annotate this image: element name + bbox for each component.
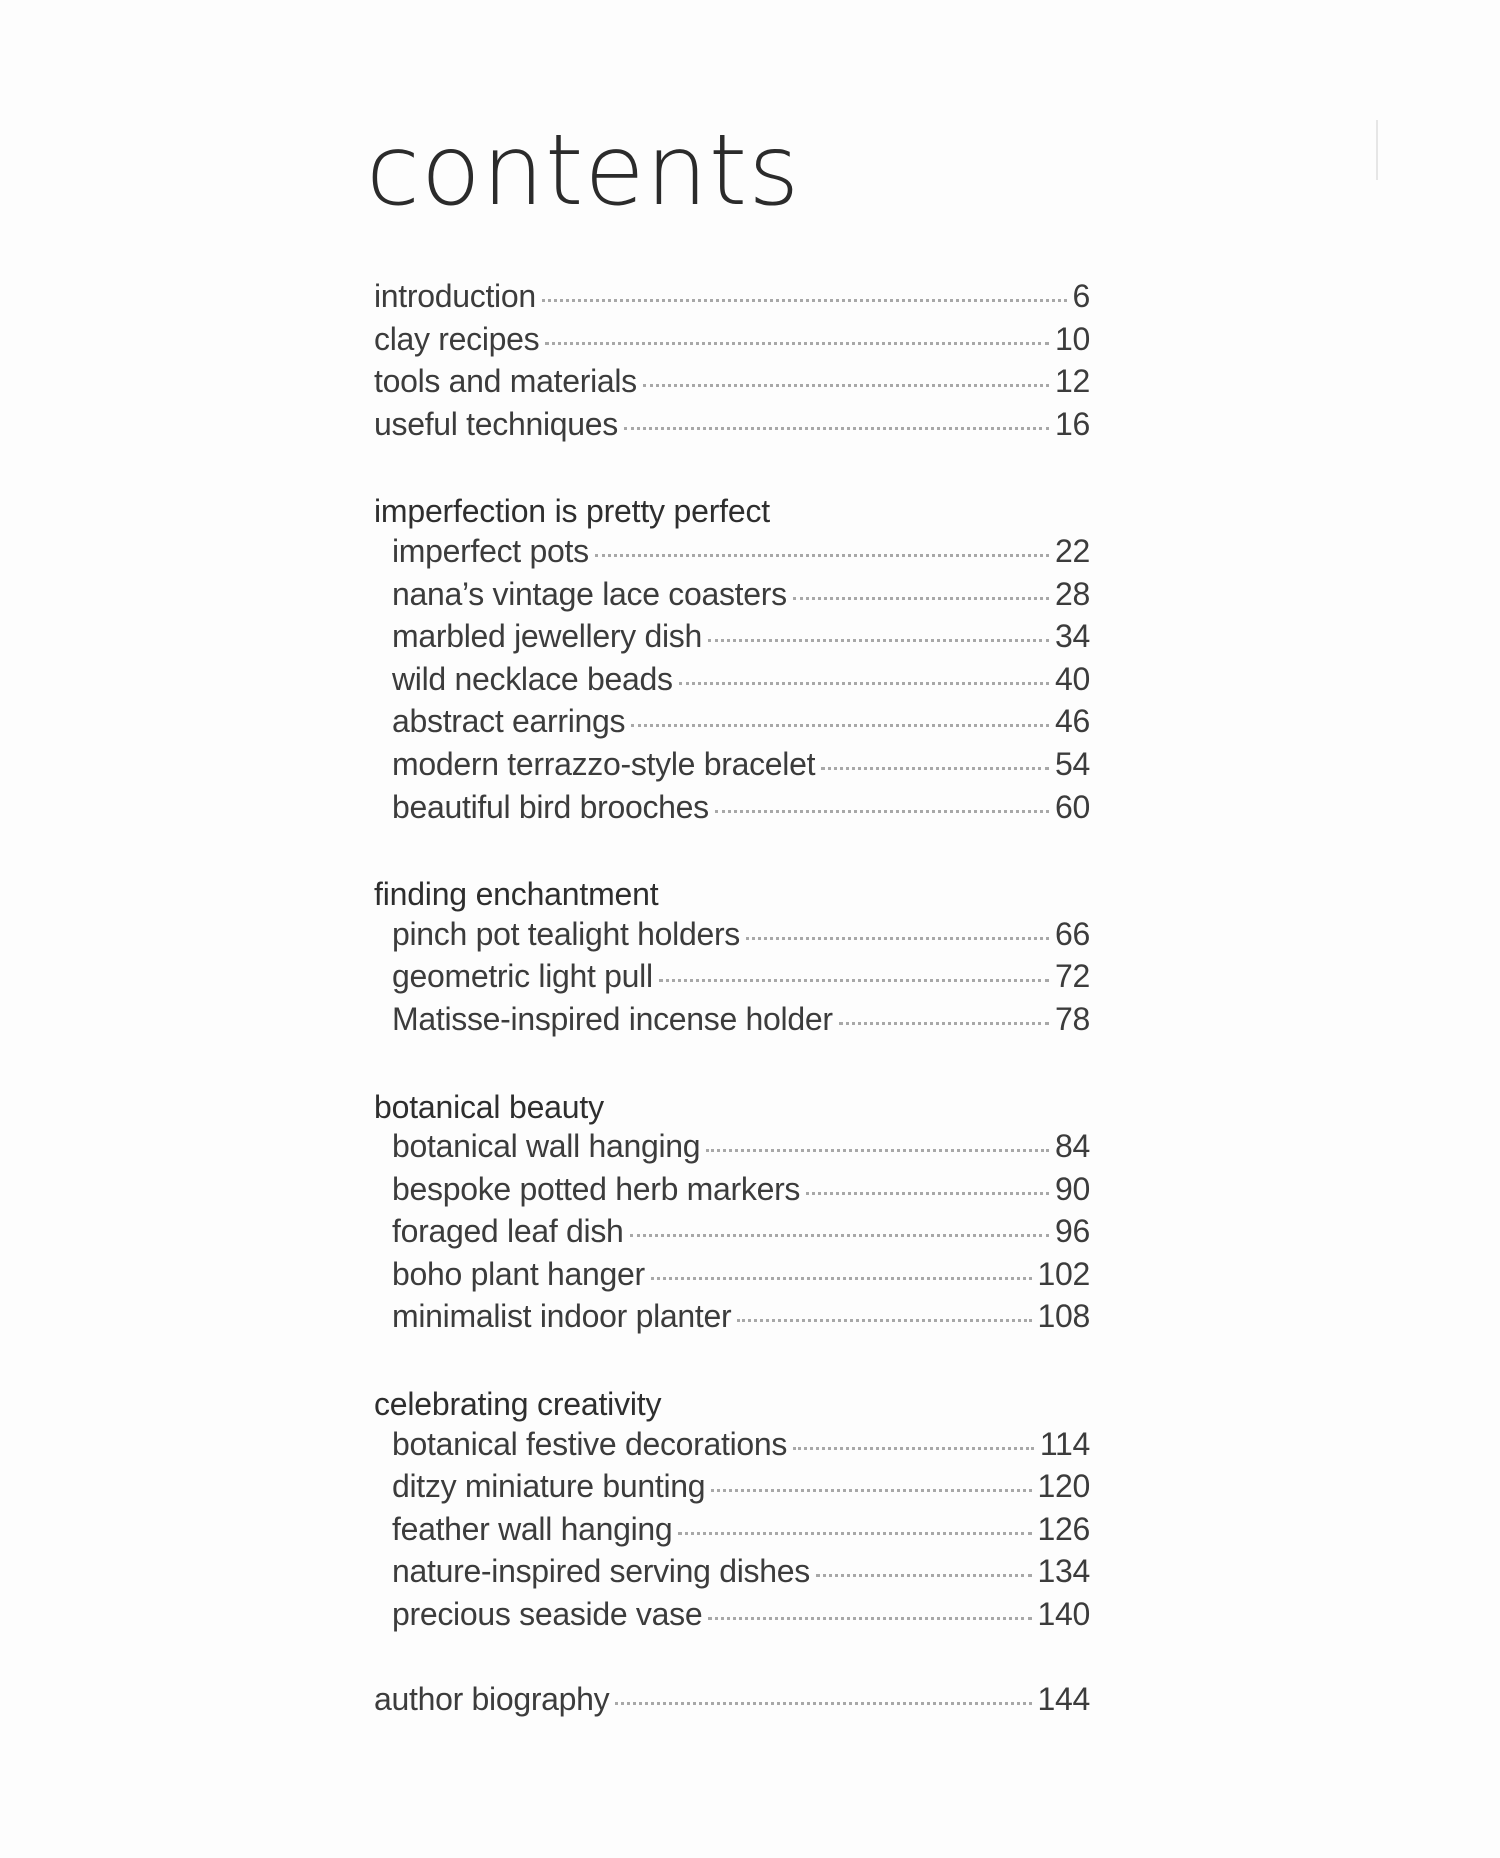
toc-entry-label: wild necklace beads bbox=[392, 660, 673, 697]
dot-leader bbox=[737, 1319, 1031, 1322]
toc-entry-page-number: 46 bbox=[1055, 703, 1090, 740]
toc-entry[interactable] bbox=[374, 1681, 1090, 1724]
dot-leader bbox=[631, 724, 1049, 727]
toc-entry-page-number: 120 bbox=[1037, 1468, 1090, 1505]
toc-entry-page-number: 28 bbox=[1055, 575, 1090, 612]
dot-leader bbox=[659, 979, 1049, 982]
toc-entry-label: ditzy miniature bunting bbox=[392, 1468, 706, 1505]
toc-entry-page-number: 6 bbox=[1072, 278, 1090, 314]
toc-entry[interactable] bbox=[374, 1596, 1090, 1639]
toc-entry-label: geometric light pull bbox=[392, 958, 653, 995]
toc-entry-page-number: 10 bbox=[1055, 320, 1090, 357]
page-title: contents bbox=[366, 114, 801, 228]
toc-entry-label: foraged leaf dish bbox=[392, 1213, 624, 1250]
toc-entry[interactable] bbox=[374, 1001, 1090, 1044]
toc-entry-page-number: 114 bbox=[1039, 1425, 1090, 1462]
dot-leader bbox=[624, 427, 1049, 430]
toc-entry[interactable] bbox=[374, 1213, 1090, 1256]
section-heading: celebrating creativity bbox=[374, 1386, 662, 1423]
toc-entry[interactable] bbox=[374, 1256, 1090, 1299]
toc-entry[interactable] bbox=[374, 406, 1090, 449]
toc-entry-page-number: 54 bbox=[1055, 745, 1090, 782]
dot-leader bbox=[839, 1022, 1049, 1025]
toc-entry-label: pinch pot tealight holders bbox=[392, 915, 740, 952]
dot-leader bbox=[679, 682, 1049, 685]
toc-entry-page-number: 60 bbox=[1055, 788, 1090, 825]
toc-entry[interactable] bbox=[374, 321, 1090, 364]
toc-entry-label: author biography bbox=[374, 1680, 610, 1717]
dot-leader bbox=[678, 1532, 1031, 1535]
dot-leader bbox=[706, 1149, 1049, 1152]
toc-entry[interactable] bbox=[374, 618, 1090, 661]
dot-leader bbox=[708, 639, 1049, 642]
dot-leader bbox=[651, 1277, 1032, 1280]
toc-entry-label: abstract earrings bbox=[392, 703, 626, 740]
toc-entry-page-number: 34 bbox=[1055, 618, 1090, 655]
toc-entry-label: tools and materials bbox=[374, 363, 637, 400]
toc-section bbox=[374, 490, 1090, 831]
section-heading: imperfection is pretty perfect bbox=[374, 493, 770, 530]
dot-leader bbox=[630, 1234, 1049, 1237]
dot-leader bbox=[746, 937, 1049, 940]
toc-entry-label: introduction bbox=[374, 278, 536, 314]
toc-entry[interactable] bbox=[374, 363, 1090, 406]
toc-entry[interactable] bbox=[374, 661, 1090, 704]
toc-entry-label: marbled jewellery dish bbox=[392, 618, 702, 655]
table-of-contents bbox=[374, 278, 1090, 1765]
toc-entry-page-number: 126 bbox=[1037, 1510, 1090, 1547]
toc-entry-page-number: 96 bbox=[1055, 1213, 1090, 1250]
toc-entry-label: nana’s vintage lace coasters bbox=[392, 575, 787, 612]
toc-entry[interactable] bbox=[374, 916, 1090, 959]
toc-section bbox=[374, 1086, 1090, 1342]
dot-leader bbox=[545, 342, 1049, 345]
toc-entry-label: clay recipes bbox=[374, 320, 540, 357]
dot-leader bbox=[542, 299, 1067, 302]
scan-edge-mark bbox=[1376, 120, 1378, 180]
dot-leader bbox=[615, 1702, 1031, 1705]
toc-entry-page-number: 144 bbox=[1037, 1680, 1090, 1717]
toc-entry-page-number: 78 bbox=[1055, 1000, 1090, 1037]
sections-container bbox=[374, 490, 1090, 1638]
toc-entry-page-number: 140 bbox=[1037, 1596, 1090, 1633]
toc-entry-label: beautiful bird brooches bbox=[392, 788, 709, 825]
toc-entry-page-number: 22 bbox=[1055, 532, 1090, 569]
toc-entry[interactable] bbox=[374, 1171, 1090, 1214]
toc-entry[interactable] bbox=[374, 1426, 1090, 1469]
toc-entry[interactable] bbox=[374, 1511, 1090, 1554]
toc-entry-label: botanical wall hanging bbox=[392, 1128, 701, 1165]
toc-section bbox=[374, 1383, 1090, 1639]
toc-entry-page-number: 40 bbox=[1055, 660, 1090, 697]
toc-entry[interactable] bbox=[374, 703, 1090, 746]
dot-leader bbox=[816, 1574, 1032, 1577]
dot-leader bbox=[821, 767, 1049, 770]
toc-entry-label: minimalist indoor planter bbox=[392, 1298, 732, 1335]
toc-entry-label: botanical festive decorations bbox=[392, 1425, 788, 1462]
dot-leader bbox=[793, 597, 1049, 600]
toc-entry[interactable] bbox=[374, 1553, 1090, 1596]
toc-entry[interactable] bbox=[374, 1298, 1090, 1341]
toc-entry[interactable] bbox=[374, 576, 1090, 619]
toc-entry-page-number: 84 bbox=[1055, 1128, 1090, 1165]
toc-entry-label: feather wall hanging bbox=[392, 1510, 673, 1547]
toc-entry-page-number: 134 bbox=[1037, 1553, 1090, 1590]
back-matter-group bbox=[374, 1681, 1090, 1724]
toc-entry-label: bespoke potted herb markers bbox=[392, 1170, 801, 1207]
dot-leader bbox=[711, 1489, 1031, 1492]
toc-entry[interactable] bbox=[374, 746, 1090, 789]
toc-entry-page-number: 16 bbox=[1055, 405, 1090, 442]
front-matter-group bbox=[374, 278, 1090, 448]
toc-entry[interactable] bbox=[374, 958, 1090, 1001]
toc-section bbox=[374, 873, 1090, 1043]
dot-leader bbox=[595, 554, 1049, 557]
toc-entry[interactable] bbox=[374, 789, 1090, 832]
dot-leader bbox=[793, 1447, 1034, 1450]
toc-entry-page-number: 108 bbox=[1037, 1298, 1090, 1335]
section-heading: finding enchantment bbox=[374, 876, 659, 913]
dot-leader bbox=[643, 384, 1049, 387]
toc-entry-label: precious seaside vase bbox=[392, 1596, 703, 1633]
toc-entry-label: imperfect pots bbox=[392, 532, 589, 569]
toc-entry-page-number: 72 bbox=[1055, 958, 1090, 995]
toc-entry-label: useful techniques bbox=[374, 405, 618, 442]
toc-entry[interactable] bbox=[374, 278, 1090, 321]
toc-entry-label: modern terrazzo-style bracelet bbox=[392, 745, 816, 782]
toc-entry[interactable] bbox=[374, 533, 1090, 576]
toc-entry-page-number: 12 bbox=[1055, 363, 1090, 400]
dot-leader bbox=[806, 1192, 1049, 1195]
toc-entry-page-number: 90 bbox=[1055, 1170, 1090, 1207]
toc-entry-label: Matisse-inspired incense holder bbox=[392, 1000, 833, 1037]
section-heading: botanical beauty bbox=[374, 1088, 604, 1125]
dot-leader bbox=[715, 810, 1049, 813]
toc-entry-label: boho plant hanger bbox=[392, 1255, 645, 1292]
toc-entry-label: nature-inspired serving dishes bbox=[392, 1553, 810, 1590]
dot-leader bbox=[708, 1617, 1031, 1620]
toc-entry-page-number: 66 bbox=[1055, 915, 1090, 952]
toc-entry[interactable] bbox=[374, 1128, 1090, 1171]
toc-entry[interactable] bbox=[374, 1468, 1090, 1511]
toc-entry-page-number: 102 bbox=[1037, 1255, 1090, 1292]
